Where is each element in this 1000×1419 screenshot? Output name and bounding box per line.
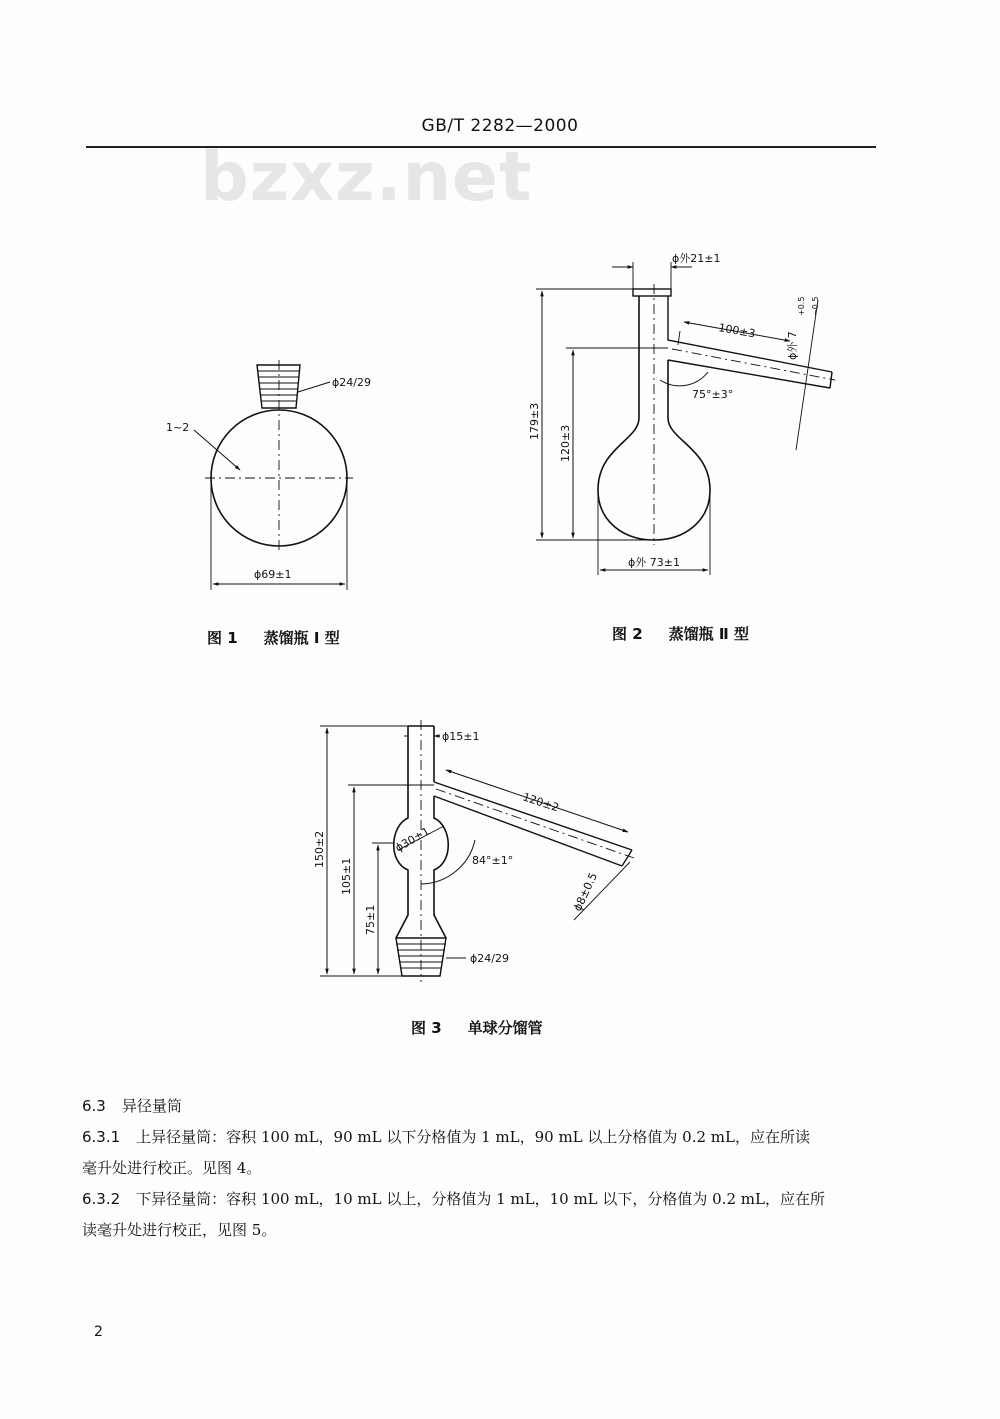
fig1-joint-label: ϕ24/29 bbox=[332, 376, 371, 389]
figure-1-label: 图 1 bbox=[207, 629, 238, 647]
fig2-arm-tol-minus: −0.5 bbox=[811, 296, 820, 316]
section-6-3-2 bbox=[82, 1184, 902, 1215]
section-number: 6.3.1 bbox=[82, 1128, 121, 1146]
figure-3-caption bbox=[411, 1017, 543, 1038]
section-text-line: 上异径量筒：容积 100 mL，90 mL 以下分格值为 1 mL，90 mL 以上分格值为 0.2 mL，应在所读 bbox=[136, 1128, 810, 1146]
fig2-angle-label: 75°±3° bbox=[692, 388, 734, 401]
fig3-top-diam-label: ϕ15±1 bbox=[442, 730, 480, 743]
page-number: 2 bbox=[94, 1324, 103, 1340]
section-6-3-1 bbox=[82, 1122, 902, 1153]
figure-2-title: 蒸馏瓶 Ⅱ 型 bbox=[668, 625, 749, 643]
figure-1-caption bbox=[207, 627, 340, 648]
figure-2-label: 图 2 bbox=[612, 625, 643, 643]
fig3-joint-label: ϕ24/29 bbox=[470, 952, 509, 965]
section-number: 6.3 bbox=[82, 1097, 106, 1115]
figure-1-title: 蒸馏瓶 I 型 bbox=[263, 629, 340, 647]
section-6-3-heading bbox=[82, 1091, 902, 1122]
fig2-arm-length-label: 100±3 bbox=[717, 321, 757, 341]
figure-3-label: 图 3 bbox=[411, 1019, 442, 1037]
fig3-height-total-label: 150±2 bbox=[313, 830, 326, 868]
figure-2-drawing bbox=[536, 262, 835, 575]
fig2-arm-tol-plus: +0.5 bbox=[797, 296, 806, 316]
figure-3-title: 单球分馏管 bbox=[467, 1019, 543, 1037]
fig3-arm-length-label: 120±2 bbox=[521, 790, 561, 815]
fig1-wall-label: 1~2 bbox=[166, 421, 190, 434]
fig2-height-total-label: 179±3 bbox=[528, 402, 541, 440]
fig2-height-arm-label: 120±3 bbox=[559, 424, 572, 462]
section-text-line: 下异径量筒：容积 100 mL，10 mL 以上，分格值为 1 mL，10 mL 以下，分格值为 0.2 mL，应在所 bbox=[136, 1190, 825, 1208]
section-6-3-1-cont: 毫升处进行校正。见图 4。 bbox=[82, 1159, 262, 1177]
fig2-arm-diam-label: ϕ外 7 bbox=[786, 331, 799, 360]
column-left bbox=[394, 726, 408, 938]
fig3-angle-label: 84°±1° bbox=[472, 854, 514, 867]
fig3-height-arm-label: 105±1 bbox=[340, 857, 353, 895]
fig2-bulb-label: ϕ外 73±1 bbox=[628, 556, 680, 569]
fig3-arm-diam-label: ϕ8±0.5 bbox=[570, 870, 601, 914]
watermark: bzxz.net bbox=[200, 138, 533, 217]
fig3-height-bulb-label: 75±1 bbox=[364, 904, 377, 935]
standard-code-header: GB/T 2282—2000 bbox=[421, 116, 579, 136]
section-number: 6.3.2 bbox=[82, 1190, 121, 1208]
fig3-bulb-diam-label: ϕ30±1 bbox=[393, 824, 432, 855]
column-right-bottom bbox=[434, 796, 448, 938]
section-title: 异径量筒 bbox=[121, 1097, 182, 1115]
figure-3-drawing bbox=[320, 720, 634, 982]
fig1-diameter-label: ϕ69±1 bbox=[254, 568, 292, 581]
figure-2-caption bbox=[612, 623, 749, 644]
section-6-3-2-cont: 读毫升处进行校正，见图 5。 bbox=[82, 1221, 277, 1239]
figure-1-drawing bbox=[194, 360, 353, 590]
section-6-3 bbox=[82, 1091, 902, 1246]
fig2-neck-label: ϕ外21±1 bbox=[672, 252, 721, 265]
